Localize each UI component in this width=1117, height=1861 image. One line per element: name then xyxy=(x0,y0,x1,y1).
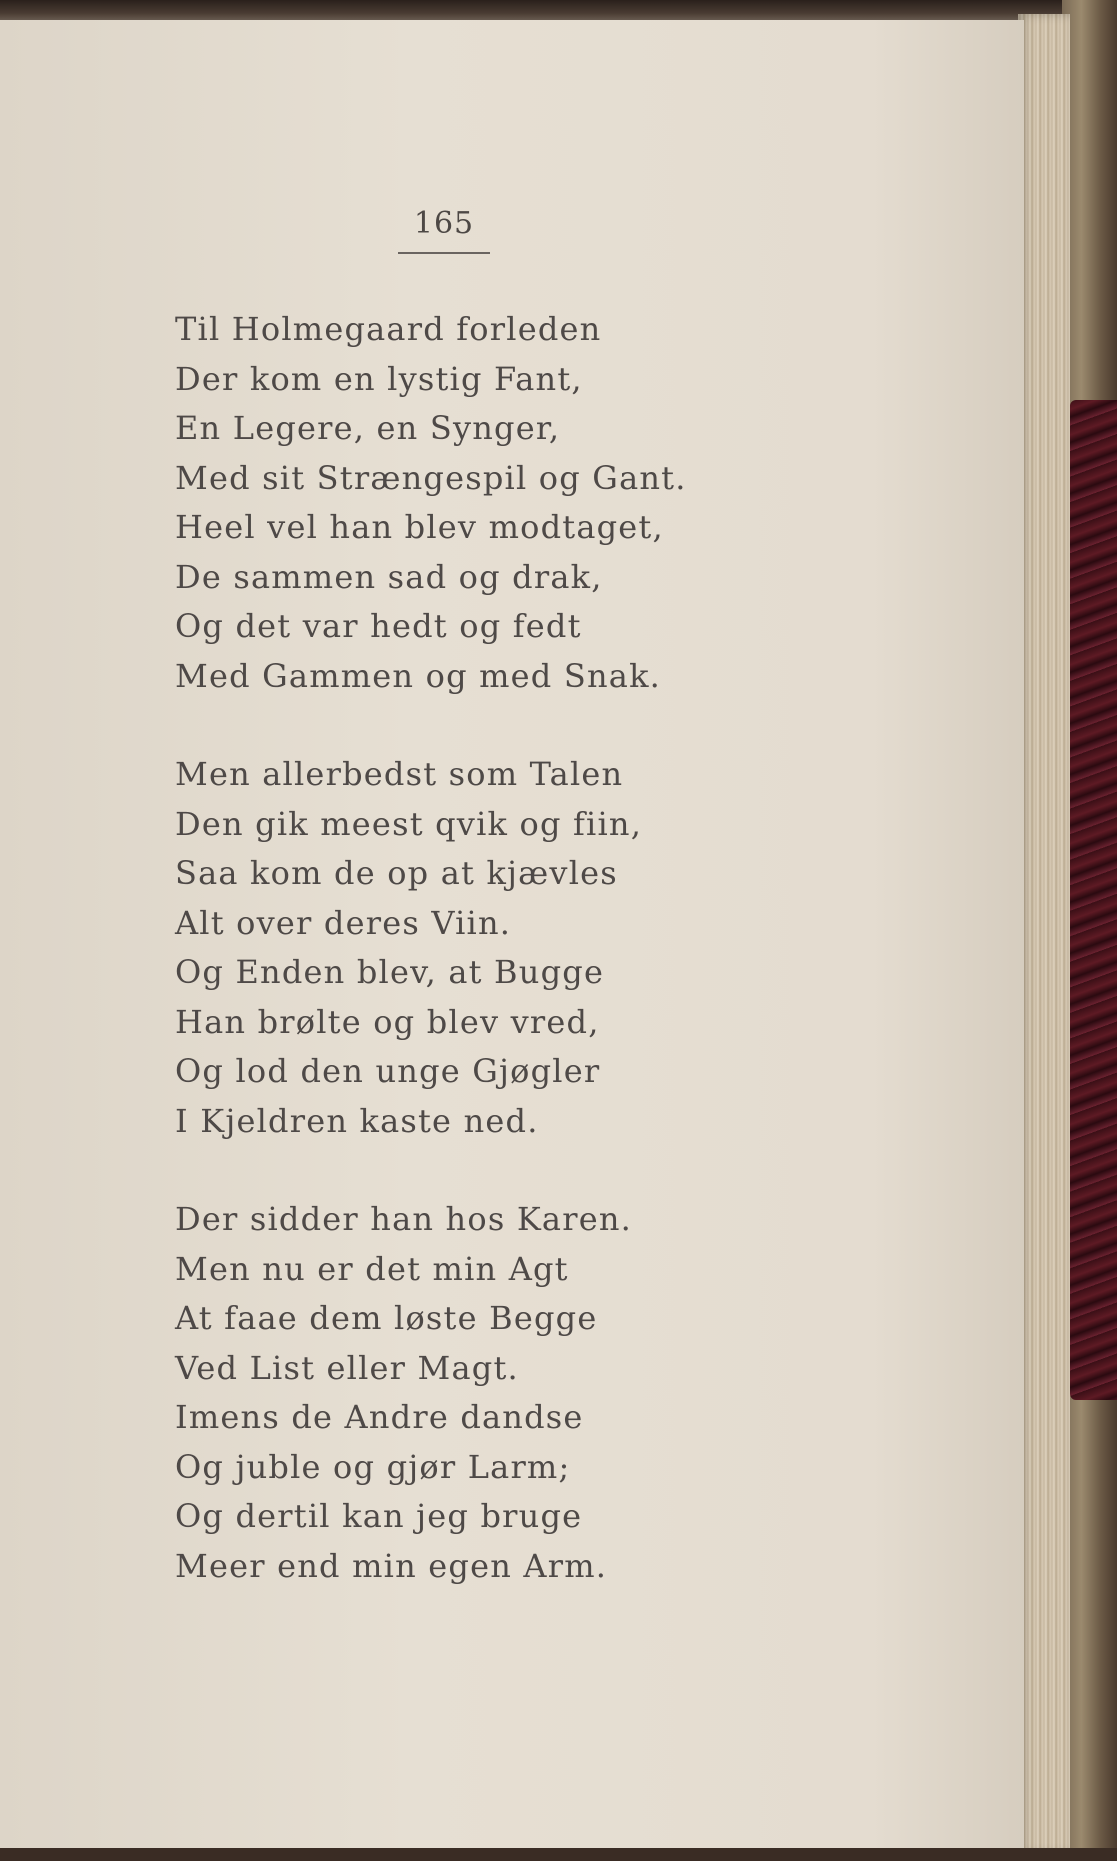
stanza-3 xyxy=(175,1195,935,1591)
verse-line: Der sidder han hos Karen. xyxy=(175,1200,633,1238)
stanza-1 xyxy=(175,305,935,701)
verse-line: Den gik meest qvik og fiin, xyxy=(175,804,643,843)
verse-line: Alt over deres Viin. xyxy=(175,903,512,942)
verse-line: Meer end min egen Arm. xyxy=(175,1546,608,1585)
poem xyxy=(175,305,935,1640)
verse-line: At faae dem løste Begge xyxy=(175,1299,598,1337)
verse-line: Med sit Strængespil og Gant. xyxy=(175,458,687,497)
verse-line: Med Gammen og med Snak. xyxy=(175,656,662,695)
book-cover-edge xyxy=(1070,400,1117,1400)
verse-line: Til Holmegaard forleden xyxy=(175,310,602,348)
book-page xyxy=(0,20,1024,1850)
verse-line: Og juble og gjør Larm; xyxy=(175,1447,571,1486)
verse-line: De sammen sad og drak, xyxy=(175,557,603,596)
verse-line: I Kjeldren kaste ned. xyxy=(175,1101,539,1140)
verse-line: Der kom en lystig Fant, xyxy=(175,359,583,398)
verse-line: Og Enden blev, at Bugge xyxy=(175,953,605,991)
verse-line: Men nu er det min Agt xyxy=(175,1249,569,1288)
stanza-2 xyxy=(175,750,935,1146)
verse-line: Ved List eller Magt. xyxy=(175,1348,519,1387)
verse-line: Og dertil kan jeg bruge xyxy=(175,1497,583,1535)
book-top-edge xyxy=(0,0,1117,22)
verse-line: Og lod den unge Gjøgler xyxy=(175,1052,601,1090)
page-stack-edge xyxy=(1018,14,1070,1854)
book-bottom-edge xyxy=(0,1848,1117,1861)
verse-line: Men allerbedst som Talen xyxy=(175,755,624,793)
verse-line: Heel vel han blev modtaget, xyxy=(175,508,664,546)
verse-line: Han brølte og blev vred, xyxy=(175,1002,600,1041)
page-number-rule xyxy=(398,252,490,254)
verse-line: Saa kom de op at kjævles xyxy=(175,854,618,892)
verse-line: Imens de Andre dandse xyxy=(175,1398,584,1436)
verse-line: Og det var hedt og fedt xyxy=(175,607,582,645)
page-number: 165 xyxy=(413,206,475,241)
verse-line: En Legere, en Synger, xyxy=(175,409,561,447)
